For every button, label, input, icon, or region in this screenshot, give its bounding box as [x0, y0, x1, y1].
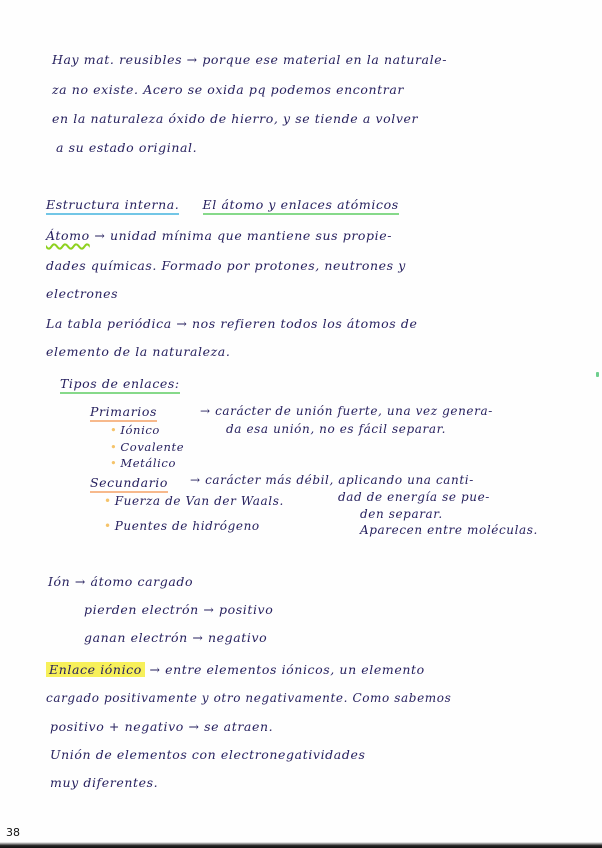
atomo-def-line2: dades químicas. Formado por protones, neutrones y — [46, 258, 406, 273]
paragraph1-line1: Hay mat. reusibles → porque ese material en la naturale- — [52, 52, 448, 67]
enlace-term: Enlace iónico — [46, 662, 145, 677]
bullet-icon: • — [110, 440, 118, 454]
secundarios-item: • Fuerza de Van der Waals. — [104, 494, 284, 508]
secundarios-desc-line2: dad de energía se pue- — [338, 490, 490, 504]
atomo-def-line3: electrones — [46, 286, 119, 301]
primarios-desc-line1: → carácter de unión fuerte, una vez genera- — [200, 404, 493, 418]
enlace-line4: Unión de elementos con electronegatividades — [50, 747, 366, 762]
page-number: 38 — [6, 826, 20, 839]
bullet-icon: • — [104, 494, 112, 508]
tipos-heading-text: Tipos de enlaces: — [60, 376, 180, 394]
primarios-label-text: Primarios — [90, 404, 157, 422]
ion-gana: ganan electrón → negativo — [84, 630, 268, 645]
ion-pierde: pierden electrón → positivo — [84, 602, 274, 617]
paragraph1-line2: za no existe. Acero se oxida pq podemos encontrar — [52, 82, 404, 97]
enlace-line5: muy diferentes. — [50, 775, 159, 790]
secundarios-label-text: Secundario — [90, 475, 168, 493]
primarios-desc-line2: da esa unión, no es fácil separar. — [226, 422, 447, 436]
atomo-def-line1: → unidad mínima que mantiene sus propie- — [89, 228, 393, 243]
page-bottom-edge — [0, 842, 602, 848]
enlace-line3: positivo + negativo → se atraen. — [50, 719, 274, 734]
secundarios-desc-line1: → carácter más débil, aplicando una canti- — [190, 473, 474, 487]
margin-mark — [596, 372, 599, 377]
secundarios-label — [90, 475, 168, 490]
tabla-line2: elemento de la naturaleza. — [46, 344, 231, 359]
bullet-icon: • — [104, 519, 112, 533]
bullet-icon: • — [110, 423, 118, 437]
atomo-term: Átomo — [46, 228, 90, 243]
enlace-line2: cargado positivamente y otro negativamente. Como sabemos — [46, 691, 452, 705]
section-heading — [46, 197, 399, 212]
paragraph1-line3: en la naturaleza óxido de hierro, y se tiende a volver — [52, 111, 419, 126]
enlace-line1-text: → entre elementos iónicos, un elemento — [144, 662, 425, 677]
enlace-line1 — [46, 662, 425, 677]
primarios-item: • Covalente — [110, 440, 185, 454]
bullet-icon: • — [110, 456, 118, 470]
atomo-line1 — [46, 228, 392, 243]
primarios-label — [90, 404, 157, 419]
tipos-heading — [60, 376, 180, 391]
paragraph1-line4: a su estado original. — [56, 140, 198, 155]
primarios-item: • Metálico — [110, 456, 176, 470]
secundarios-desc-line3: den separar. — [360, 507, 443, 521]
secundarios-item: • Puentes de hidrógeno — [104, 519, 260, 533]
ion-line: Ión → átomo cargado — [48, 574, 194, 589]
primarios-item: • Iónico — [110, 423, 160, 437]
section-heading-part2: El átomo y enlaces atómicos — [203, 197, 399, 215]
section-heading-part1: Estructura interna. — [46, 197, 179, 215]
secundarios-desc-line4: Aparecen entre moléculas. — [360, 523, 538, 537]
tabla-line1: La tabla periódica → nos refieren todos los átomos de — [46, 316, 418, 331]
